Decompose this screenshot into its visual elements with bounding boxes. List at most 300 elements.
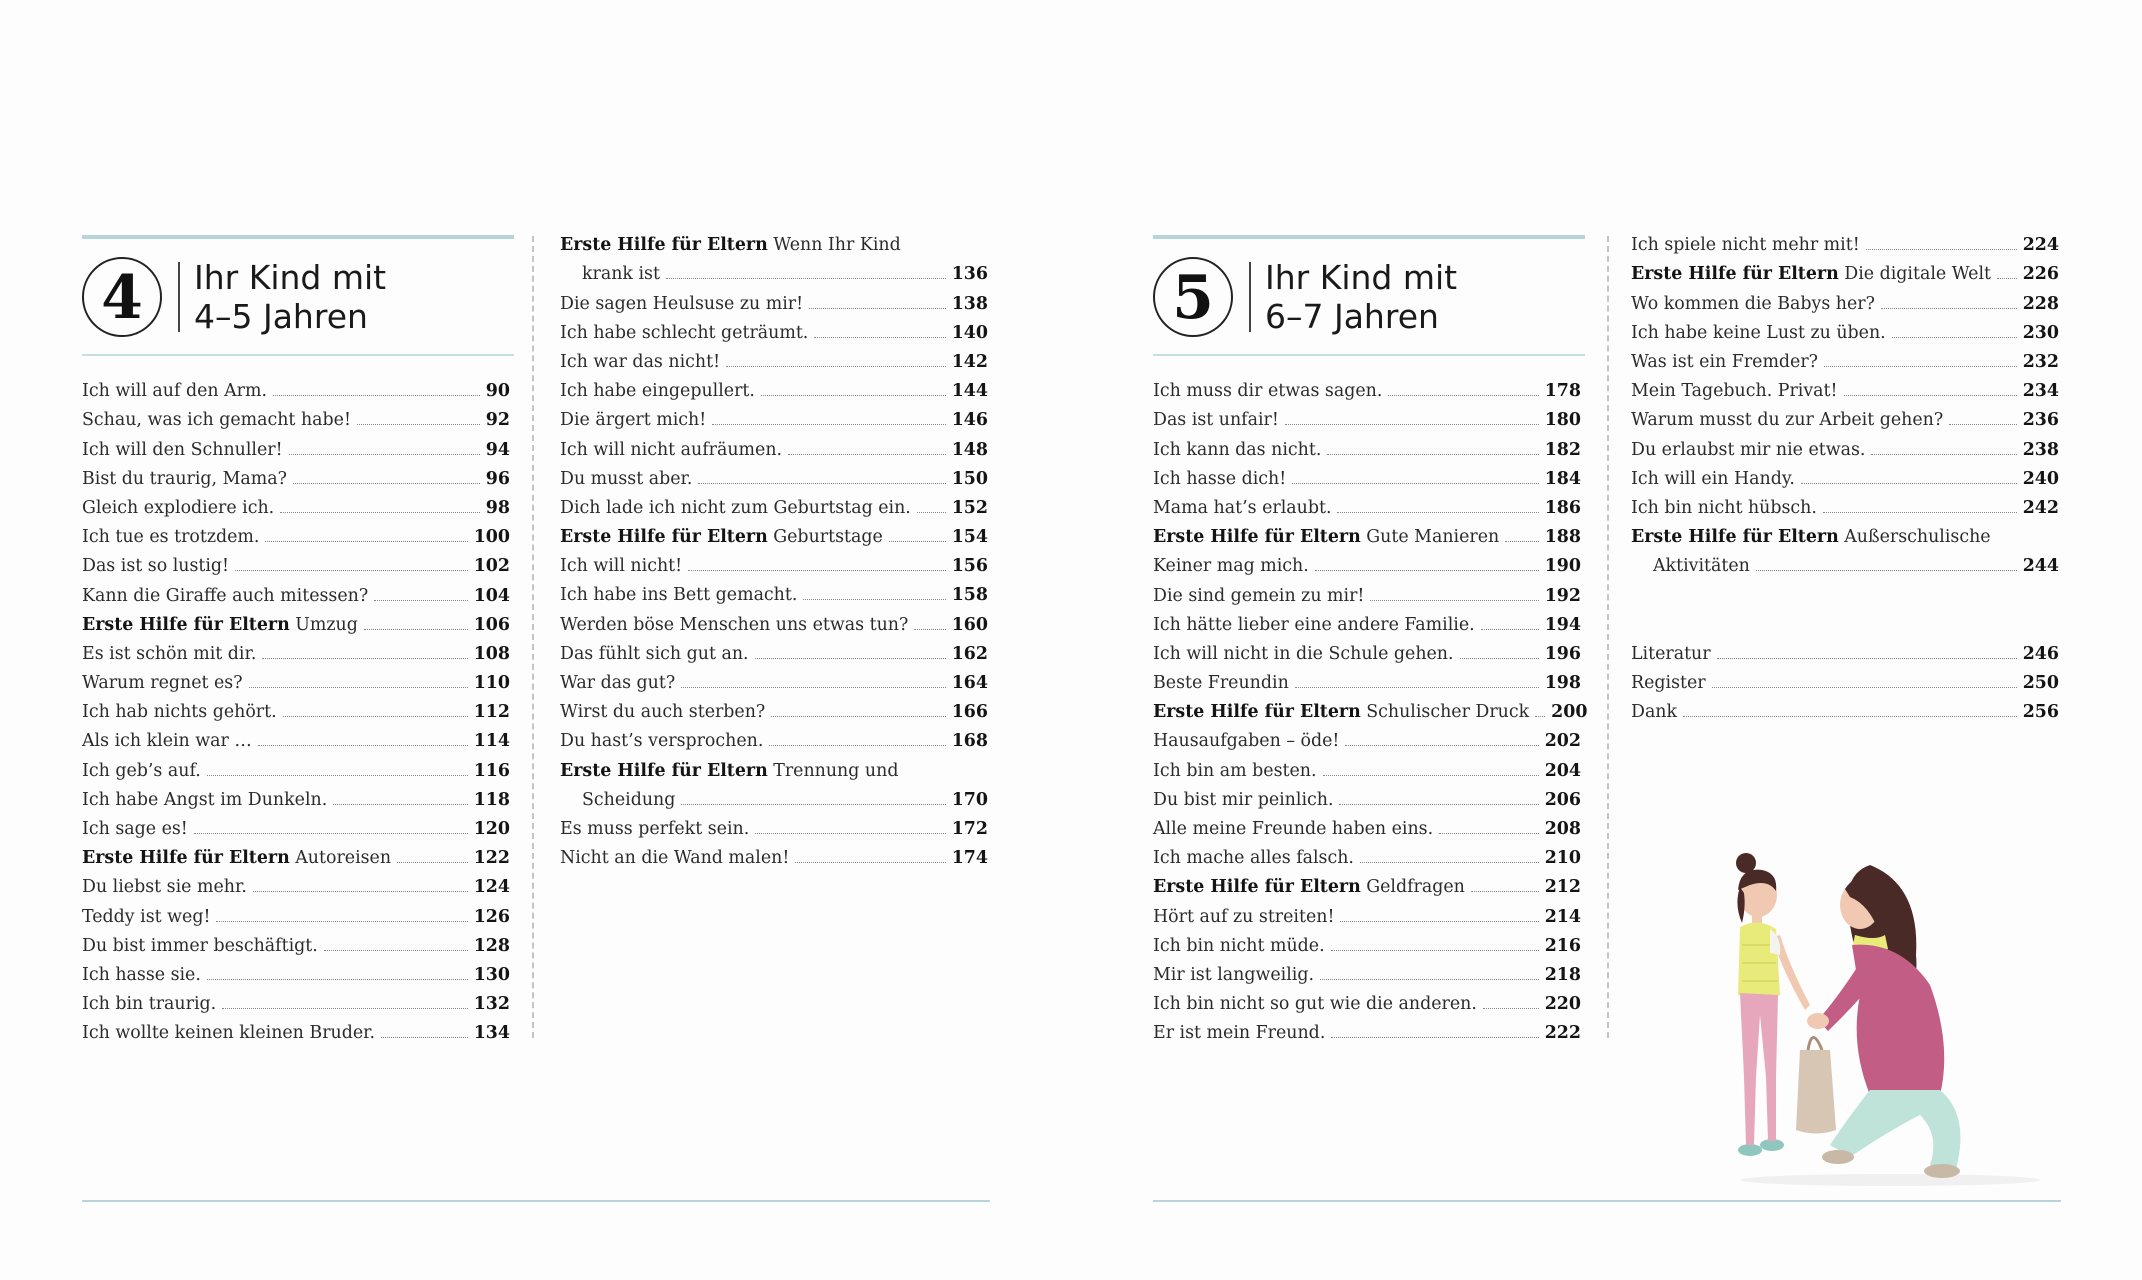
- dot-leader: [1871, 454, 2016, 455]
- toc-entry-text: Ich will nicht in die Schule gehen.: [1153, 643, 1454, 664]
- dot-leader: [755, 833, 945, 834]
- toc-entry-title: [82, 877, 247, 897]
- dot-leader: [712, 424, 945, 425]
- toc-entry: [1153, 956, 1581, 985]
- toc-entry: [82, 489, 510, 518]
- dot-leader: [1340, 921, 1538, 922]
- toc-entry: [560, 781, 988, 810]
- toc-entry: [82, 372, 510, 401]
- toc-entry: [560, 839, 988, 868]
- dot-leader: [1801, 483, 2017, 484]
- toc-entry-bold-prefix: Erste Hilfe für Eltern: [82, 848, 290, 869]
- toc-entry-title: [1153, 410, 1279, 430]
- dot-leader: [235, 570, 468, 571]
- dot-leader: [1949, 424, 2016, 425]
- toc-page-number: 186: [1544, 497, 1581, 518]
- dot-leader: [803, 599, 945, 600]
- toc-entry-text: Ich bin nicht müde.: [1153, 935, 1325, 956]
- toc-page-number: 244: [2022, 556, 2059, 577]
- toc-entry-text: Ich bin nicht hübsch.: [1631, 497, 1817, 518]
- toc-entry-text: Geburtstage: [767, 527, 883, 548]
- toc-entry: [1631, 372, 2059, 401]
- toc-entry-title: [82, 469, 287, 489]
- toc-entry-title: [1153, 615, 1475, 635]
- toc-entry-text: Hausaufgaben – öde!: [1153, 731, 1340, 752]
- chapter-title-line1: Ihr Kind mit: [1265, 258, 1458, 297]
- toc-page-number: 190: [1544, 556, 1581, 577]
- toc-entry: [1153, 927, 1581, 956]
- toc-page-number: 170: [951, 789, 988, 810]
- toc-page-number: 156: [951, 556, 988, 577]
- toc-entry: [82, 664, 510, 693]
- dot-leader: [1285, 424, 1539, 425]
- toc-entry-title: [560, 702, 765, 722]
- toc-entry: [1631, 693, 2059, 722]
- toc-entry-text: Ich bin nicht so gut wie die anderen.: [1153, 994, 1477, 1015]
- toc-entry-title: [560, 410, 706, 430]
- heading-rule: [82, 354, 514, 356]
- toc-entry-text: Die ärgert mich!: [560, 410, 707, 431]
- toc-entry-title: [560, 731, 763, 751]
- toc-entry-bold-prefix: Erste Hilfe für Eltern: [1631, 264, 1839, 285]
- dot-leader: [1331, 950, 1539, 951]
- toc-entry: [1153, 518, 1581, 547]
- toc-entry-text: Gleich explodiere ich.: [82, 497, 275, 518]
- toc-entry-title: [82, 702, 277, 722]
- toc-page-number: 114: [473, 731, 510, 752]
- toc-page-number: 210: [1544, 848, 1581, 869]
- toc-page-number: 184: [1544, 468, 1581, 489]
- top-rule: [82, 235, 514, 239]
- toc-entry-text: Du erlaubst mir nie etwas.: [1631, 439, 1866, 460]
- toc-entry-text: Ich habe keine Lust zu üben.: [1631, 322, 1886, 343]
- toc-entry: [1153, 489, 1581, 518]
- toc-page-number: 118: [473, 789, 510, 810]
- chapter-title-line2: 4–5 Jahren: [194, 297, 368, 336]
- toc-page-number: 198: [1544, 673, 1581, 694]
- dot-leader: [207, 979, 468, 980]
- dot-leader: [194, 833, 468, 834]
- mother-figure: [1796, 865, 1960, 1178]
- toc-page-number: 142: [951, 351, 988, 372]
- dot-leader: [273, 395, 480, 396]
- toc-entry-text: Es muss perfekt sein.: [560, 818, 750, 839]
- toc-page-number: 154: [951, 527, 988, 548]
- toc-entry: [1631, 664, 2059, 693]
- toc-page-number: 224: [2022, 235, 2059, 256]
- toc-entry-text: Ich will ein Handy.: [1631, 468, 1795, 489]
- toc-entry-title: [82, 761, 201, 781]
- toc-entry-text: Ich kann das nicht.: [1153, 439, 1322, 460]
- toc-entry-text: Als ich klein war …: [82, 731, 252, 752]
- toc-entry-title: [82, 965, 201, 985]
- toc-column-2: [560, 226, 988, 868]
- dot-leader: [814, 337, 945, 338]
- toc-entry: [82, 1014, 510, 1043]
- toc-page-number: 188: [1544, 527, 1581, 548]
- toc-entry: [560, 693, 988, 722]
- toc-entry-title: [560, 644, 749, 664]
- toc-entry-title: [560, 381, 755, 401]
- toc-page-number: 232: [2022, 351, 2059, 372]
- toc-entry-text: Register: [1631, 673, 1706, 694]
- toc-entry-text: Mir ist langweilig.: [1153, 964, 1314, 985]
- toc-entry-text: Hört auf zu streiten!: [1153, 906, 1335, 927]
- toc-entry-text: Wirst du auch sterben?: [560, 702, 766, 723]
- chapter-title-line1: Ihr Kind mit: [194, 258, 387, 297]
- toc-page-number: 214: [1544, 906, 1581, 927]
- toc-page-number: 164: [951, 673, 988, 693]
- toc-page-number: 116: [473, 760, 510, 781]
- toc-entry-title: [82, 440, 283, 460]
- toc-entry-text: Schau, was ich gemacht habe!: [82, 410, 351, 431]
- dot-leader: [397, 862, 468, 863]
- toc-page-number: 160: [951, 614, 988, 635]
- mother-child-illustration: [1720, 845, 2070, 1205]
- dot-leader: [688, 570, 946, 571]
- toc-entry-title: [560, 294, 803, 314]
- toc-page-number: 100: [473, 527, 510, 548]
- toc-entry: [1153, 430, 1581, 459]
- chapter-number-badge: 4: [82, 257, 162, 337]
- toc-page-number: 178: [1544, 381, 1581, 402]
- toc-entry: [560, 255, 988, 284]
- toc-page-number: 104: [473, 585, 510, 606]
- toc-entry: [82, 635, 510, 664]
- dot-leader: [1388, 395, 1538, 396]
- dot-leader: [1295, 687, 1539, 688]
- toc-page-number: 236: [2022, 410, 2059, 431]
- toc-page-number: 96: [485, 468, 510, 489]
- toc-page-number: 208: [1544, 819, 1581, 839]
- toc-entry: [560, 401, 988, 430]
- toc-entry-text: Bist du traurig, Mama?: [82, 468, 287, 489]
- dot-leader: [1756, 570, 2017, 571]
- toc-entry-text: Ich spiele nicht mehr mit!: [1631, 235, 1860, 256]
- toc-entry-title: [1153, 1023, 1325, 1043]
- toc-entry-title: [1153, 556, 1309, 576]
- toc-entry-text: War das gut?: [560, 673, 676, 693]
- toc-page-number: 92: [485, 410, 510, 431]
- toc-entry-bold-prefix: Erste Hilfe für Eltern: [560, 760, 768, 781]
- toc-entry-text: Mein Tagebuch. Privat!: [1631, 381, 1838, 402]
- dot-leader: [280, 512, 480, 513]
- toc-entry: [1631, 489, 2059, 518]
- toc-page-number: 212: [1544, 877, 1581, 898]
- toc-entry-title: [82, 848, 391, 868]
- chapter-title: [194, 258, 386, 336]
- toc-page-number: 172: [951, 818, 988, 839]
- toc-page-number: 194: [1544, 614, 1581, 635]
- toc-entry-text: Ich hasse dich!: [1153, 468, 1287, 489]
- toc-entry-title: [560, 440, 782, 460]
- toc-entry-title: [82, 527, 259, 547]
- toc-entry-title: [82, 936, 318, 956]
- toc-entry-text: Ich habe schlecht geträumt.: [560, 322, 809, 343]
- toc-entry: [1153, 1014, 1581, 1043]
- toc-entry-title: [82, 907, 210, 927]
- toc-entry: [82, 839, 510, 868]
- toc-entry-text: Wo kommen die Babys her?: [1631, 293, 1875, 314]
- toc-entry-bold-prefix: Erste Hilfe für Eltern: [1153, 702, 1361, 723]
- dot-leader: [755, 658, 946, 659]
- toc-entry: [1153, 576, 1581, 605]
- toc-entry: [1153, 547, 1581, 576]
- toc-entry-title: [1153, 498, 1331, 518]
- toc-page-number: 128: [473, 935, 510, 956]
- toc-entry-text: Ich habe Angst im Dunkeln.: [82, 789, 328, 810]
- toc-entry-text: Du hast’s versprochen.: [560, 731, 764, 752]
- heading-rule: [1153, 354, 1585, 356]
- chapter-5-heading: [1153, 252, 1457, 342]
- toc-entry-text: Ich will auf den Arm.: [82, 381, 268, 402]
- dot-leader: [917, 512, 946, 513]
- toc-entry-bold-prefix: Erste Hilfe für Eltern: [560, 235, 768, 256]
- toc-entry-title: [82, 498, 274, 518]
- toc-entry-text: Ich muss dir etwas sagen.: [1153, 381, 1383, 402]
- toc-entry: [1153, 751, 1581, 780]
- toc-entry-text: Ich will nicht!: [560, 556, 683, 577]
- toc-entry-text: Ich hasse sie.: [82, 964, 201, 985]
- dot-leader: [1439, 833, 1539, 834]
- toc-entry: [1631, 460, 2059, 489]
- dot-leader: [1535, 716, 1545, 717]
- toc-entry: [1153, 868, 1581, 897]
- toc-entry: [82, 547, 510, 576]
- toc-entry-text: Werden böse Menschen uns etwas tun?: [560, 614, 909, 635]
- toc-entry: [1153, 401, 1581, 430]
- toc-entry: [560, 751, 988, 780]
- toc-page-number: 134: [473, 1023, 510, 1044]
- toc-entry-text: Ich geb’s auf.: [82, 760, 201, 781]
- toc-entry-title: [82, 1023, 375, 1043]
- toc-entry-title: [1631, 410, 1943, 430]
- toc-page-number: 148: [951, 439, 988, 460]
- toc-entry-title: [1153, 790, 1333, 810]
- toc-entry-text: Ich will den Schnuller!: [82, 439, 283, 460]
- toc-entry-title: [1631, 469, 1795, 489]
- toc-entry-text: Das ist unfair!: [1153, 410, 1279, 431]
- toc-entry-bold-prefix: Erste Hilfe für Eltern: [1631, 527, 1839, 548]
- toc-entry: [82, 576, 510, 605]
- toc-entry-text: Literatur: [1631, 643, 1711, 664]
- toc-page-number: 204: [1544, 760, 1581, 781]
- dot-leader: [1483, 1008, 1539, 1009]
- toc-entry-title: [1631, 498, 1817, 518]
- toc-page-number: 152: [951, 497, 988, 518]
- toc-page-number: 94: [485, 439, 510, 460]
- dot-leader: [1997, 278, 2017, 279]
- chapter-4-heading: [82, 252, 386, 342]
- dot-leader: [1823, 512, 2017, 513]
- dot-leader: [364, 629, 468, 630]
- bottom-rule: [82, 1200, 990, 1202]
- toc-page-number: 196: [1544, 643, 1581, 664]
- toc-entry-title: [82, 410, 351, 430]
- toc-entry-bold-prefix: Erste Hilfe für Eltern: [560, 527, 768, 548]
- dot-leader: [1892, 337, 2017, 338]
- dot-leader: [914, 629, 945, 630]
- dot-leader: [795, 862, 945, 863]
- dot-leader: [207, 775, 468, 776]
- toc-entry-title: [1153, 469, 1286, 489]
- toc-page-number: 120: [473, 819, 510, 839]
- dot-leader: [698, 483, 945, 484]
- toc-page-number: 138: [951, 293, 988, 314]
- toc-entry-title: [560, 761, 898, 781]
- dot-leader: [357, 424, 480, 425]
- toc-entry: [560, 635, 988, 664]
- toc-page-number: 220: [1544, 994, 1581, 1015]
- toc-entry-text: Dank: [1631, 702, 1678, 723]
- toc-page-number: 110: [473, 673, 510, 694]
- toc-entry-title: [82, 994, 216, 1014]
- toc-entry-text: Mama hat’s erlaubt.: [1153, 497, 1332, 518]
- toc-entry-title: [1631, 294, 1875, 314]
- toc-entry-title: [1153, 440, 1321, 460]
- toc-page-number: 240: [2022, 468, 2059, 489]
- dot-leader: [283, 716, 468, 717]
- toc-page-number: 90: [485, 381, 510, 402]
- toc-entry-text: Was ist ein Fremder?: [1631, 351, 1818, 372]
- toc-entry: [560, 314, 988, 343]
- toc-entry-text: krank ist: [582, 264, 660, 285]
- toc-entry-text: Ich sage es!: [82, 819, 188, 839]
- toc-entry: [560, 460, 988, 489]
- toc-page-number: 124: [473, 877, 510, 898]
- toc-entry: [1631, 430, 2059, 459]
- toc-entry-text: Die sind gemein zu mir!: [1153, 585, 1365, 606]
- toc-entry-title: [1153, 731, 1339, 751]
- toc-entry-title: [1153, 702, 1529, 722]
- toc-entry-text: Trennung und: [767, 760, 899, 781]
- toc-entry-text: Warum musst du zur Arbeit gehen?: [1631, 410, 1944, 431]
- toc-entry-text: Ich habe eingepullert.: [560, 381, 755, 402]
- toc-page-number: 126: [473, 906, 510, 927]
- dot-leader: [1866, 249, 2017, 250]
- toc-entry-title: [1153, 586, 1364, 606]
- dot-leader: [726, 366, 946, 367]
- dot-leader: [1339, 804, 1538, 805]
- toc-entry: [1153, 897, 1581, 926]
- toc-entry-text: Ich hätte lieber eine andere Familie.: [1153, 614, 1475, 635]
- dot-leader: [333, 804, 467, 805]
- toc-entry-text: Es ist schön mit dir.: [82, 643, 257, 664]
- toc-page-number: 216: [1544, 935, 1581, 956]
- dot-leader: [1320, 979, 1539, 980]
- dot-leader: [1327, 454, 1538, 455]
- toc-entry-title: [1153, 819, 1433, 839]
- toc-entry: [82, 401, 510, 430]
- toc-page-number: 226: [2022, 264, 2059, 285]
- toc-page-number: 238: [2022, 439, 2059, 460]
- toc-entry: [1153, 839, 1581, 868]
- toc-entry-title: [560, 352, 720, 372]
- toc-page-number: 136: [951, 264, 988, 285]
- toc-entry-title: [1153, 877, 1465, 897]
- toc-entry-text: Das fühlt sich gut an.: [560, 643, 749, 664]
- toc-entry-title: [82, 556, 229, 576]
- toc-entry-text: Die digitale Welt: [1838, 264, 1991, 285]
- toc-entry-text: Du bist mir peinlich.: [1153, 789, 1334, 810]
- toc-entry-title: [82, 381, 267, 401]
- toc-entry-text: Ich tue es trotzdem.: [82, 527, 260, 548]
- toc-page-number: 192: [1544, 585, 1581, 606]
- toc-entry-title: [560, 527, 883, 547]
- toc-entry-title: [1153, 936, 1325, 956]
- dot-leader: [1683, 716, 2017, 717]
- dot-leader: [889, 541, 946, 542]
- dot-leader: [374, 600, 468, 601]
- toc-entry-title: [1153, 994, 1477, 1014]
- dot-leader: [216, 921, 467, 922]
- dot-leader: [262, 658, 467, 659]
- toc-entry-title: [82, 731, 252, 751]
- toc-entry-title: [82, 615, 358, 635]
- toc-page-number: 250: [2022, 673, 2059, 694]
- column-divider: [1607, 236, 1609, 1038]
- dot-leader: [771, 716, 945, 717]
- heading-divider: [1249, 262, 1251, 332]
- toc-entry: [1631, 635, 2059, 664]
- toc-entry: [1153, 693, 1588, 723]
- toc-entry-text: Ich war das nicht!: [560, 351, 721, 372]
- toc-entry-text: Scheidung: [582, 789, 676, 810]
- dot-leader: [253, 891, 468, 892]
- toc-entry-title: [1631, 702, 1677, 722]
- dot-leader: [1460, 658, 1539, 659]
- dot-leader: [249, 687, 468, 688]
- toc-page-number: 242: [2022, 497, 2059, 518]
- toc-entry-text: Kann die Giraffe auch mitessen?: [82, 585, 369, 606]
- toc-column-1: [82, 372, 510, 1043]
- dot-leader: [1824, 366, 2017, 367]
- dot-leader: [265, 541, 467, 542]
- toc-entry-title: [560, 615, 908, 635]
- toc-entry: [1631, 284, 2059, 313]
- toc-entry: [1153, 722, 1581, 751]
- toc-entry-title: [1631, 264, 1991, 284]
- toc-page-number: 206: [1544, 789, 1581, 810]
- dot-leader: [1370, 600, 1538, 601]
- chapter-title: [1265, 258, 1457, 336]
- toc-entry: [560, 576, 988, 605]
- dot-leader: [809, 308, 946, 309]
- toc-entry: [1631, 401, 2059, 430]
- heading-divider: [178, 262, 180, 332]
- dot-leader: [381, 1037, 468, 1038]
- top-rule: [1153, 235, 1585, 239]
- toc-page-number: 202: [1544, 731, 1581, 752]
- toc-entry-title: [1631, 323, 1886, 343]
- toc-entry-title: [1631, 235, 1860, 255]
- toc-entry-text: Teddy ist weg!: [82, 906, 211, 927]
- toc-entry: [560, 430, 988, 459]
- toc-page-number: 132: [473, 994, 510, 1015]
- toc-entry-title: [560, 673, 675, 693]
- toc-page-number: 150: [951, 468, 988, 489]
- toc-entry: [1153, 781, 1581, 810]
- toc-entry-text: Autoreisen: [289, 848, 392, 869]
- toc-entry: [82, 518, 510, 547]
- toc-entry: [82, 927, 510, 956]
- toc-entry-text: Er ist mein Freund.: [1153, 1023, 1326, 1044]
- toc-entry-title: [1631, 644, 1711, 664]
- toc-entry-text: Ich wollte keinen kleinen Bruder.: [82, 1023, 376, 1044]
- toc-entry-text: Die sagen Heulsuse zu mir!: [560, 293, 804, 314]
- toc-entry-title: [1153, 761, 1317, 781]
- toc-column-1: [1153, 372, 1588, 1044]
